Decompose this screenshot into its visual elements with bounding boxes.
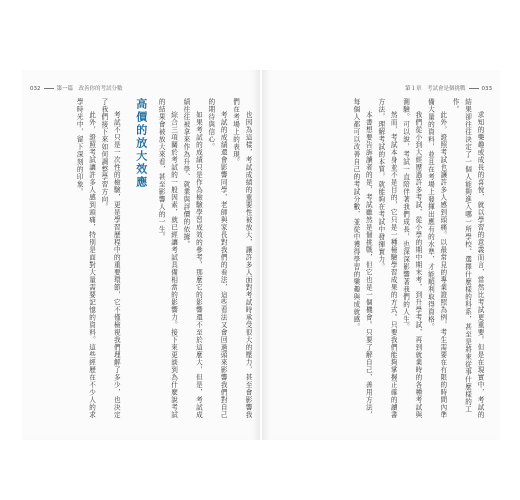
section-heading-text: 高價的放大效應 (134, 98, 148, 189)
body-paragraph: 考試不只是一次性的檢驗，更是學習歷程中的重要環節，它不僅檢視我們理解了多少，也決定了我們接下來如何調整學習方向。 (99, 98, 121, 419)
right-page-number: 033 (481, 86, 492, 92)
body-paragraph: 此外，證照考試也讓許多人感到頭痛。以最常見的專業證照為例，考生需要在有限的時間內準備大量的資料，並且在考場上發揮出應有的水準，才能順利取得資格。 (426, 98, 447, 419)
left-page-body (28, 98, 254, 426)
right-page (262, 70, 500, 440)
body-paragraph: 考試的成績還會影響同學、老師與家長對我們的看法，這些看法又會回過頭來影響我們對自己的期待與信心。 (206, 98, 228, 419)
right-chapter-label: 第１章 (404, 86, 422, 92)
body-paragraph: 我們從小到大經歷過許多考試，從小學的期中期末考，到升學考試，再到就業時的各種考試與測驗。可以說，考試一直陪伴著我們成長，也深深影響著我們的人生。 (401, 98, 422, 419)
body-paragraph: 如果考試的成績只是作為檢驗學習成效的參考，那麼它的影響還不至於這麼大，但是，考試成績往往被拿來作為升學、就業與評價的依據。 (181, 98, 203, 419)
body-paragraph: 也因為這樣，考試成績的重要性被放大，讓許多人面對考試時承受很大的壓力，甚至會影響我們在考場上的表現。 (231, 98, 252, 419)
left-page (22, 70, 260, 440)
body-paragraph: 本書想要告訴讀者的是，考試雖然是個挑戰，但它也是一個機會。只要了解自己、善用方法，每個人都可以改善自己的考試分數，並從中獲得學習的樂趣與成就感。 (351, 98, 373, 419)
left-chapter-label: 第一篇 (56, 86, 74, 92)
body-paragraph: 此外，證照考試讓許多人感到頭痛，特別是面對大量需要記憶的資料。這些經歷在不少人的求學時光中，留下深刻的印象。 (75, 98, 96, 419)
section-heading (134, 98, 146, 426)
left-page-number: 032 (30, 86, 41, 92)
right-page-header (405, 84, 492, 92)
body-paragraph: 求知的樂趣或成長的喜悅，就以學習的意義而言，當然比考試更重要。但是在現實中，考試的結果卻往往決定了一個人能夠進入哪一所學校、選擇什麼樣的科系，甚至是將來從事什麼樣的工作。 (451, 98, 484, 419)
body-paragraph: 綜合三項關於考試的一般因素，就已經讓考試具備相當的影響力。接下來更談到為什麼說考試的結果會被放大來看，甚至影響人的一生。 (157, 98, 178, 419)
body-paragraph: 然而，考試本身並不是目的，它只是一種檢驗學習成果的方式。只要我們能夠掌握正確的讀書方法，理解考試的本質，就能夠在考試中發揮實力。 (376, 98, 398, 419)
header-rule (44, 88, 54, 89)
right-running-title: 考試會是個挑戰 (426, 86, 466, 92)
right-page-body (280, 98, 486, 426)
left-running-title: 改善你的考試分數 (78, 86, 123, 92)
header-rule (469, 88, 479, 89)
left-page-header (30, 84, 123, 92)
